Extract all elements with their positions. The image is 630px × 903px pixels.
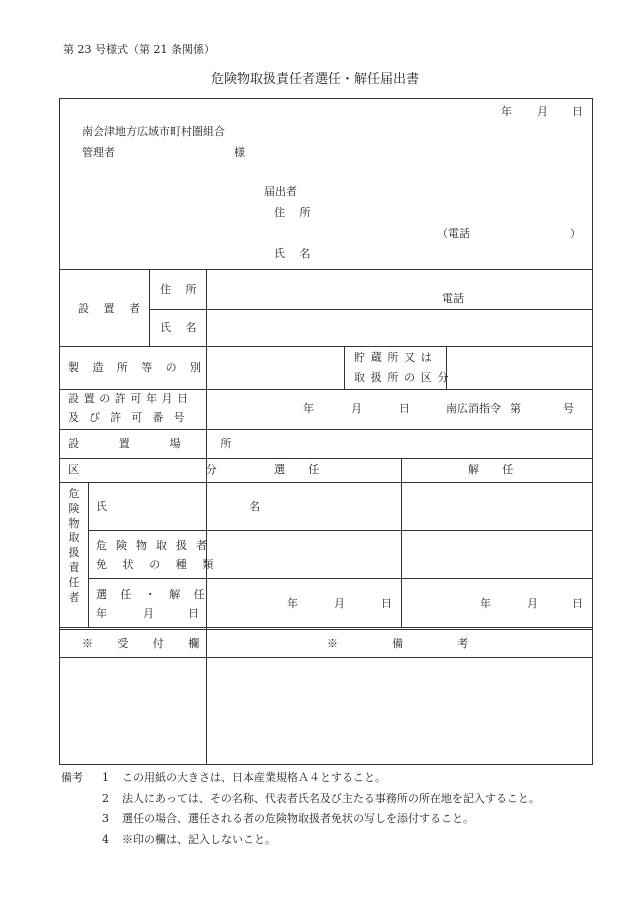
permit-day: 日 [399,402,410,415]
date-label-2-year: 年 [96,607,107,620]
note-1-num: 1 [102,771,109,784]
storage-class-label-2: 取 扱 所 の 区 分 [354,371,450,384]
note-2-num: 2 [102,792,109,805]
permit-year: 年 [303,402,314,415]
installer-phone-label: 電話 [442,292,464,305]
note-2-text: 法人にあっては、その名称、代表者氏名及び主たる事務所の所在地を記入すること。 [122,792,540,805]
permit-number-suffix: 号 [563,402,574,415]
note-3-text: 選任の場合、選任される者の危険物取扱者免状の写しを添付すること。 [122,812,474,825]
permit-office: 南広消指令 [446,402,501,415]
storage-class-label-1: 貯 蔵 所 又 は [354,351,433,364]
applicant-address-label: 住 所 [274,206,316,219]
note-4-num: 4 [102,833,109,846]
installer-label: 設 置 者 [78,302,146,315]
addressee-org: 南会津地方広域市町村圏組合 [82,125,225,138]
date-year: 年 [501,105,512,118]
applicant-phone-open: （電話 [437,227,470,240]
form-number: 第 23 号様式（第 21 条関係） [63,43,215,56]
remarks-column-label: ※ 備 考 [327,637,494,650]
receipt-column-label: ※ 受 付 欄 [82,637,210,650]
classification-label: 区 分 [68,463,279,476]
notes-heading: 備考 [61,771,83,784]
note-4-text: ※印の欄は、記入しないこと。 [122,833,276,846]
license-label-1: 危 険 物 取 扱 者 [96,539,210,552]
honorific: 様 [234,146,245,159]
applicant-label: 届出者 [264,185,297,198]
manager-name-label: 氏 名 [96,500,330,513]
permit-label-1: 設 置 の 許 可 年 月 日 [68,392,189,405]
license-label-2: 免 状 の 種 類 [96,558,220,571]
appoint-header: 選 任 [274,463,330,476]
date-label-2-day: 日 [188,607,199,620]
applicant-phone-close: ） [570,227,581,240]
date-month: 月 [537,105,548,118]
note-1-text: この用紙の大きさは、日本産業規格Ａ４とすること。 [122,771,386,784]
appoint-month: 月 [334,597,345,610]
installer-name-label: 氏 名 [160,321,202,334]
date-label-1: 選 任 ・ 解 任 [96,588,210,601]
manager-vertical-label: 危 険 物 取 扱 責 任 者 [68,487,80,604]
date-label-2-month: 月 [143,607,154,620]
appoint-year: 年 [287,597,298,610]
dismiss-header: 解 任 [468,463,524,476]
appoint-day: 日 [381,597,392,610]
note-3-num: 3 [102,812,109,825]
dismiss-day: 日 [572,597,583,610]
permit-month: 月 [351,402,362,415]
permit-label-2: 及 び 許 可 番 号 [68,411,188,424]
page-title: 危険物取扱責任者選任・解任届出書 [210,72,419,87]
dismiss-month: 月 [527,597,538,610]
permit-number-prefix: 第 [510,402,521,415]
date-day: 日 [572,105,583,118]
facility-type-label: 製 造 所 等 の 別 [68,361,206,374]
installer-address-label: 住 所 [160,283,202,296]
addressee-role: 管理者 [82,146,115,159]
location-label: 設 置 場 所 [68,437,250,450]
dismiss-year: 年 [480,597,491,610]
applicant-name-label: 氏 名 [274,247,316,260]
